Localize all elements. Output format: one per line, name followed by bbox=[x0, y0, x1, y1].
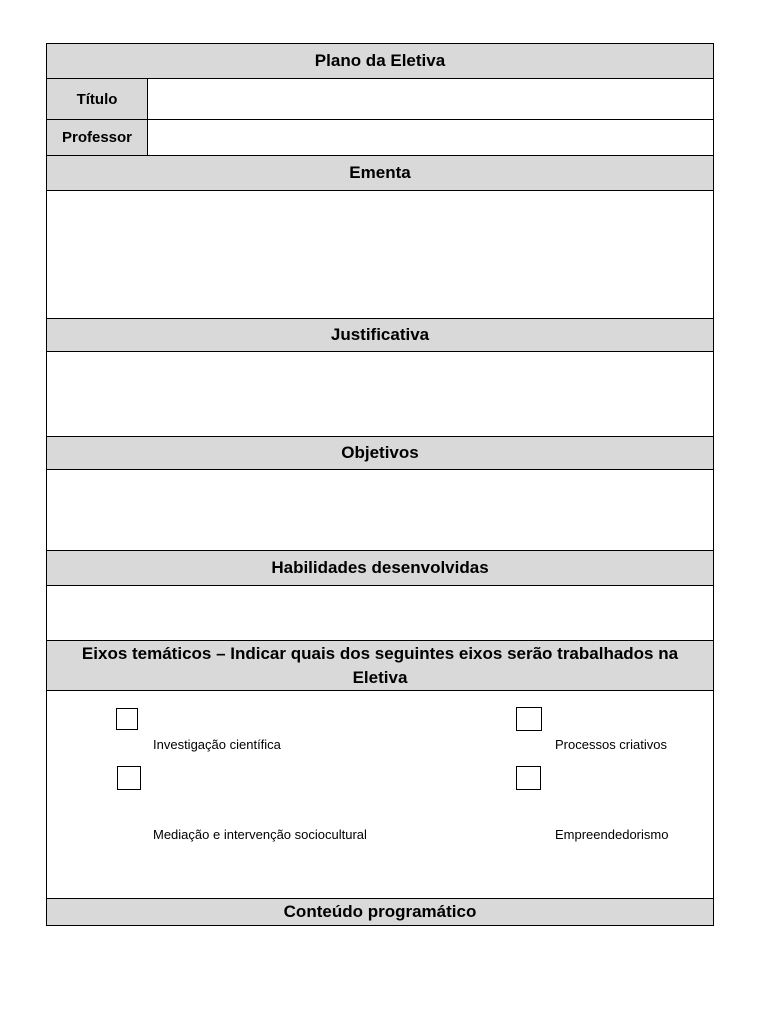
mediacao-checkbox[interactable] bbox=[117, 766, 141, 790]
professor-row bbox=[47, 120, 713, 156]
justificativa-area[interactable] bbox=[47, 352, 713, 437]
mediacao-label: Mediação e intervenção sociocultural bbox=[153, 827, 367, 842]
titulo-field[interactable] bbox=[148, 79, 713, 119]
empreendedorismo-label: Empreendedorismo bbox=[555, 827, 669, 842]
titulo-label: Título bbox=[47, 79, 148, 119]
professor-field[interactable] bbox=[148, 120, 713, 155]
conteudo-header: Conteúdo programático bbox=[47, 899, 713, 925]
justificativa-header: Justificativa bbox=[47, 319, 713, 352]
investigacao-checkbox[interactable] bbox=[116, 708, 138, 730]
objetivos-header: Objetivos bbox=[47, 437, 713, 470]
eixos-options bbox=[47, 691, 713, 899]
ementa-area[interactable] bbox=[47, 191, 713, 319]
processos-checkbox[interactable] bbox=[516, 707, 542, 731]
form-title: Plano da Eletiva bbox=[47, 44, 713, 79]
objetivos-area[interactable] bbox=[47, 470, 713, 551]
eixos-header: Eixos temáticos – Indicar quais dos seguintes eixos serão trabalhados na Eletiva bbox=[47, 641, 713, 691]
ementa-header: Ementa bbox=[47, 156, 713, 191]
empreendedorismo-checkbox[interactable] bbox=[516, 766, 541, 790]
habilidades-area[interactable] bbox=[47, 586, 713, 641]
investigacao-label: Investigação científica bbox=[153, 737, 281, 752]
habilidades-header: Habilidades desenvolvidas bbox=[47, 551, 713, 586]
titulo-row bbox=[47, 79, 713, 120]
processos-label: Processos criativos bbox=[555, 737, 667, 752]
professor-label: Professor bbox=[47, 120, 148, 155]
elective-plan-form bbox=[46, 43, 714, 926]
